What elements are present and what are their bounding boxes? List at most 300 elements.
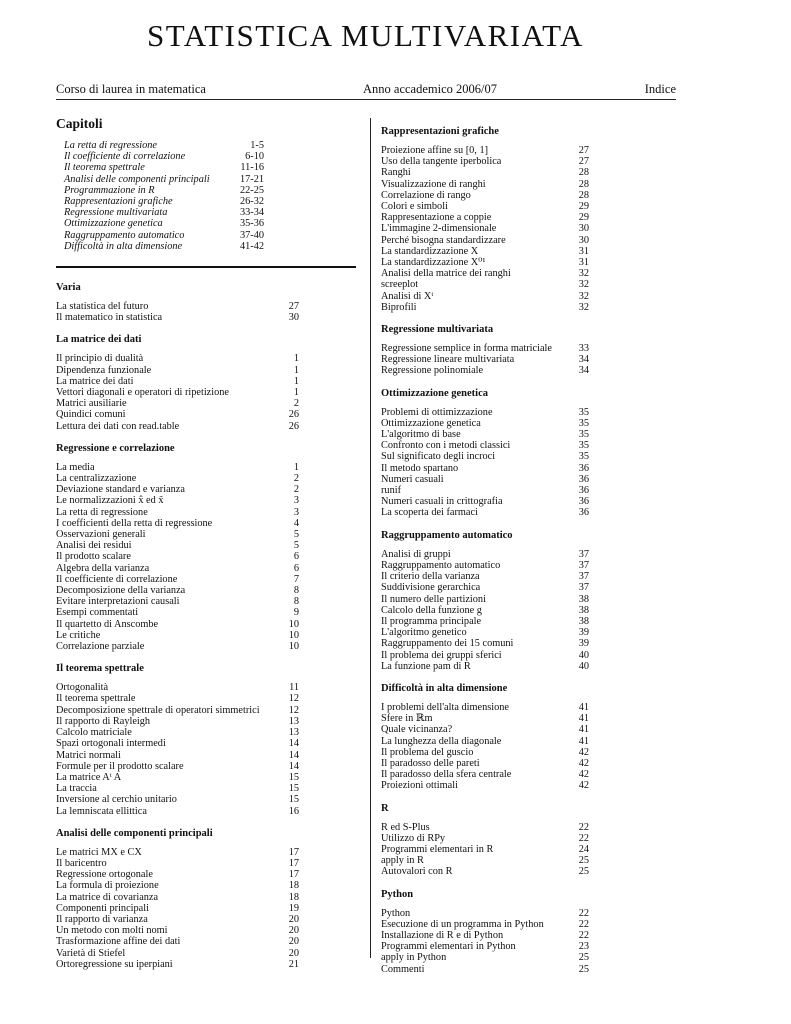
academic-year: Anno accademico 2006/07 [363, 82, 497, 96]
index-entry [381, 941, 589, 952]
index-entry [56, 641, 299, 652]
entry-title: Regressione semplice in forma matriciale [381, 343, 552, 355]
entry-title: Algebra della varianza [56, 562, 150, 574]
index-entry [381, 291, 589, 302]
entry-title: Raggruppamento dei 15 comuni [381, 638, 514, 650]
index-entry [381, 354, 589, 365]
index-entry [381, 758, 589, 769]
entry-page: 22 [578, 832, 589, 844]
entry-page: 30 [288, 312, 299, 324]
entry-page: 40 [578, 649, 589, 661]
entry-page: 26 [288, 409, 299, 421]
entry-page: 3 [293, 506, 299, 518]
chapter-pages: 1-5 [250, 140, 264, 151]
chapter-title: La retta di regressione [64, 140, 157, 151]
entry-title: Perché bisogna standardizzare [381, 234, 506, 246]
index-entry [56, 959, 299, 970]
entry-title: Componenti principali [56, 902, 149, 914]
index-entry [381, 844, 589, 855]
chapter-pages: 35-36 [239, 218, 264, 230]
entry-page: 22 [578, 918, 589, 930]
entry-title: Programmi elementari in Python [381, 941, 516, 953]
entry-title: Il coefficiente di correlazione [56, 573, 178, 585]
index-entry [381, 279, 589, 290]
index-entry [56, 563, 299, 574]
entry-title: Il baricentro [56, 857, 107, 869]
entry-title: Il prodotto scalare [56, 551, 131, 563]
entry-page: 35 [578, 429, 589, 441]
entry-page: 34 [578, 354, 589, 366]
document-title: STATISTICA MULTIVARIATA [147, 18, 584, 53]
index-entry [381, 440, 589, 451]
entry-title: Vettori diagonali e operatori di ripetizione [56, 387, 229, 399]
entry-page: 10 [288, 618, 299, 630]
entry-page: 22 [578, 821, 589, 833]
entry-page: 20 [288, 947, 299, 959]
chapter-pages: 17-21 [239, 173, 264, 185]
entry-page: 37 [578, 548, 589, 560]
index-entry [381, 407, 589, 418]
index-entry [56, 750, 299, 761]
chapter-pages: 22-25 [239, 184, 264, 196]
index-entry [381, 156, 589, 167]
entry-page: 12 [288, 693, 299, 705]
index-entry [56, 705, 299, 716]
index-entry [56, 936, 299, 947]
index-entry [381, 145, 589, 156]
section-title: Difficoltà in alta dimensione [381, 682, 508, 694]
index-entry [56, 761, 299, 772]
entry-title: Numeri casuali in crittografia [381, 496, 503, 508]
entry-page: 36 [578, 485, 589, 497]
capitoli-title: Capitoli [56, 116, 103, 131]
entry-title: Python [381, 907, 411, 919]
entry-page: 15 [288, 771, 299, 783]
entry-title: Osservazioni generali [56, 529, 146, 541]
entry-page: 11 [289, 682, 299, 694]
index-entry [56, 914, 299, 925]
entry-page: 28 [578, 189, 589, 201]
entry-page: 42 [578, 746, 589, 758]
index-entry [56, 772, 299, 783]
entry-page: 17 [288, 846, 299, 858]
entry-page: 13 [288, 715, 299, 727]
index-entry [381, 302, 589, 313]
entry-title: Il metodo spartano [381, 462, 459, 474]
entry-title: Ranghi [381, 167, 411, 179]
entry-title: Rappresentazione a coppie [381, 212, 492, 224]
index-entry [56, 353, 299, 364]
index-entry [56, 847, 299, 858]
entry-title: Un metodo con molti nomi [56, 925, 168, 937]
entry-title: Le critiche [56, 629, 101, 641]
chapter-entry [64, 174, 264, 185]
chapter-entry [64, 207, 264, 218]
index-entry [381, 571, 589, 582]
entry-title: I problemi dell'alta dimensione [381, 701, 509, 713]
index-section [56, 443, 301, 652]
entry-title: runif [381, 485, 402, 497]
entry-title: Autovalori con R [381, 866, 453, 878]
entry-page: 35 [578, 451, 589, 463]
index-entry [381, 855, 589, 866]
index-entry [56, 484, 299, 495]
chapter-pages: 26-32 [239, 196, 264, 208]
index-entry [56, 529, 299, 540]
entry-page: 30 [578, 234, 589, 246]
index-entry [381, 780, 589, 791]
index-entry [56, 365, 299, 376]
entry-page: 9 [293, 607, 299, 619]
entry-page: 14 [288, 749, 299, 761]
index-entry [381, 919, 589, 930]
section-title: Ottimizzazione genetica [381, 387, 488, 399]
entry-title: Calcolo matriciale [56, 727, 132, 739]
entry-title: Esempi commentati [56, 607, 139, 619]
entry-page: 37 [578, 571, 589, 583]
entry-page: 36 [578, 462, 589, 474]
entry-title: La lunghezza della diagonale [381, 735, 502, 747]
index-section [56, 828, 301, 970]
index-entry [381, 418, 589, 429]
index-entry [381, 343, 589, 354]
entry-title: La centralizzazione [56, 473, 137, 485]
entry-page: 18 [288, 891, 299, 903]
index-entry [56, 903, 299, 914]
entry-page: 36 [578, 496, 589, 508]
chapter-title: Regressione multivariata [64, 207, 168, 219]
chapter-entry [64, 230, 264, 241]
entry-page: 25 [578, 952, 589, 964]
entry-title: Proiezioni ottimali [381, 780, 458, 792]
index-entry [381, 463, 589, 474]
entry-title: Il teorema spettrale [56, 693, 136, 705]
entry-title: Le matrici MX e CX [56, 846, 142, 858]
index-entry [381, 246, 589, 257]
index-label: Indice [644, 82, 676, 96]
entry-page: 1 [293, 353, 299, 365]
entry-page: 26 [288, 420, 299, 432]
section-divider [56, 266, 356, 268]
entry-page: 38 [578, 604, 589, 616]
entry-title: Il rapporto di Rayleigh [56, 715, 151, 727]
entry-title: Matrici normali [56, 749, 121, 761]
entry-page: 10 [288, 629, 299, 641]
entry-page: 19 [288, 902, 299, 914]
index-entry [56, 693, 299, 704]
entry-title: Colori e simboli [381, 201, 448, 213]
entry-page: 42 [578, 769, 589, 781]
entry-page: 5 [293, 540, 299, 552]
entry-page: 32 [578, 268, 589, 280]
index-entry [381, 964, 589, 975]
entry-page: 20 [288, 936, 299, 948]
index-section [381, 530, 591, 672]
entry-page: 18 [288, 880, 299, 892]
section-title: Varia [56, 282, 81, 293]
entry-title: La matrice Aᵗ A [56, 771, 122, 783]
chapter-entry [64, 162, 264, 173]
entry-page: 8 [293, 596, 299, 608]
chapter-pages: 37-40 [239, 229, 264, 241]
entry-title: Trasformazione affine dei dati [56, 936, 181, 948]
index-entry [381, 429, 589, 440]
index-entry [381, 866, 589, 877]
index-entry [56, 409, 299, 420]
index-entry [56, 398, 299, 409]
entry-title: Esecuzione di un programma in Python [381, 918, 544, 930]
entry-page: 15 [288, 794, 299, 806]
entry-title: Installazione di R e di Python [381, 929, 504, 941]
entry-page: 22 [578, 907, 589, 919]
entry-title: Il paradosso delle pareti [381, 757, 480, 769]
entry-title: Regressione lineare multivariata [381, 354, 515, 366]
entry-title: Ortogonalità [56, 682, 109, 694]
index-section [381, 388, 591, 519]
entry-title: Il programma principale [381, 615, 482, 627]
index-entry [381, 365, 589, 376]
index-entry [381, 190, 589, 201]
entry-title: L'algoritmo di base [381, 429, 461, 441]
entry-title: Visualizzazione di ranghi [381, 178, 486, 190]
entry-page: 10 [288, 641, 299, 653]
index-entry [56, 607, 299, 618]
chapter-title: Programmazione in R [64, 184, 155, 196]
index-entry [381, 769, 589, 780]
index-entry [56, 376, 299, 387]
entry-title: Analisi dei residui [56, 540, 132, 552]
entry-page: 1 [293, 364, 299, 376]
page-header [56, 82, 676, 100]
entry-page: 41 [578, 724, 589, 736]
entry-title: La formula di proiezione [56, 880, 159, 892]
entry-page: 37 [578, 582, 589, 594]
section-title: Il teorema spettrale [56, 663, 144, 675]
index-entry [56, 473, 299, 484]
section-title: Raggruppamento automatico [381, 529, 513, 541]
index-entry [56, 387, 299, 398]
entry-page: 32 [578, 279, 589, 291]
index-entry [56, 518, 299, 529]
entry-title: Sul significato degli incroci [381, 451, 496, 463]
entry-title: La media [56, 461, 95, 473]
entry-title: La lemniscata ellittica [56, 805, 147, 817]
index-entry [56, 925, 299, 936]
capitoli-block [56, 116, 301, 252]
section-title: Regressione e correlazione [56, 442, 175, 454]
chapter-pages: 33-34 [239, 207, 264, 219]
entry-page: 23 [578, 941, 589, 953]
entry-title: La standardizzazione X̂ [381, 245, 479, 257]
chapter-entry [64, 241, 264, 252]
entry-page: 2 [293, 398, 299, 410]
index-entry [56, 880, 299, 891]
index-entry [56, 869, 299, 880]
index-section [56, 334, 301, 431]
left-column [56, 282, 301, 981]
entry-title: La statistica del futuro [56, 301, 149, 312]
index-entry [381, 650, 589, 661]
entry-page: 39 [578, 627, 589, 639]
entry-page: 35 [578, 417, 589, 429]
index-entry [381, 549, 589, 560]
index-entry [381, 496, 589, 507]
index-entry [381, 507, 589, 518]
chapter-pages: 11-16 [240, 162, 264, 174]
entry-page: 7 [293, 573, 299, 585]
entry-page: 5 [293, 529, 299, 541]
entry-title: Il principio di dualità [56, 353, 144, 365]
entry-title: Quale vicinanza? [381, 724, 453, 736]
index-entry [56, 619, 299, 630]
entry-title: Inversione al cerchio unitario [56, 794, 177, 806]
index-entry [381, 713, 589, 724]
chapter-entry [64, 218, 264, 229]
index-entry [56, 948, 299, 959]
index-section [56, 663, 301, 816]
index-section [56, 282, 301, 323]
index-entry [56, 716, 299, 727]
entry-title: Biprofili [381, 301, 417, 313]
index-entry [56, 738, 299, 749]
index-entry [381, 167, 589, 178]
entry-page: 38 [578, 615, 589, 627]
entry-title: Regressione polinomiale [381, 365, 484, 377]
index-entry [56, 783, 299, 794]
entry-page: 36 [578, 473, 589, 485]
entry-page: 37 [578, 559, 589, 571]
entry-title: L'immagine 2-dimensionale [381, 223, 497, 235]
entry-title: Uso della tangente iperbolica [381, 156, 502, 168]
entry-page: 35 [578, 440, 589, 452]
index-entry [381, 822, 589, 833]
entry-title: La traccia [56, 783, 97, 795]
entry-page: 3 [293, 495, 299, 507]
index-entry [381, 474, 589, 485]
entry-title: La standardizzazione X⁰¹ [381, 257, 486, 269]
index-entry [56, 727, 299, 738]
chapter-title: Raggruppamento automatico [64, 229, 185, 241]
capitoli-list [64, 140, 264, 252]
entry-page: 27 [578, 145, 589, 156]
entry-title: Il rapporto di varianza [56, 913, 148, 925]
index-entry [381, 235, 589, 246]
index-entry [381, 627, 589, 638]
entry-title: Il problema del guscio [381, 746, 474, 758]
entry-title: Spazi ortogonali intermedi [56, 738, 166, 750]
entry-page: 25 [578, 866, 589, 878]
entry-page: 6 [293, 551, 299, 563]
entry-page: 4 [293, 517, 299, 529]
entry-title: Il paradosso della sfera centrale [381, 769, 512, 781]
entry-page: 12 [288, 704, 299, 716]
section-title: Python [381, 888, 414, 900]
index-entry [56, 682, 299, 693]
entry-page: 25 [578, 855, 589, 867]
entry-page: 1 [293, 387, 299, 399]
index-entry [56, 507, 299, 518]
entry-page: 27 [578, 156, 589, 168]
index-entry [56, 312, 299, 323]
entry-title: Deviazione standard e varianza [56, 484, 185, 496]
entry-title: I coefficienti della retta di regressione [56, 517, 213, 529]
entry-page: 13 [288, 727, 299, 739]
index-entry [381, 451, 589, 462]
index-entry [381, 661, 589, 672]
chapter-pages: 41-42 [239, 240, 264, 252]
entry-title: Problemi di ottimizzazione [381, 406, 493, 418]
entry-page: 20 [288, 925, 299, 937]
entry-page: 32 [578, 290, 589, 302]
entry-title: Programmi elementari in R [381, 843, 494, 855]
entry-page: 38 [578, 593, 589, 605]
chapter-entry [64, 185, 264, 196]
entry-page: 33 [578, 343, 589, 355]
entry-page: 41 [578, 701, 589, 713]
index-entry [56, 574, 299, 585]
entry-page: 6 [293, 562, 299, 574]
entry-page: 1 [293, 461, 299, 473]
entry-title: Correlazione parziale [56, 641, 145, 653]
entry-title: Decomposizione spettrale di operatori simmetrici [56, 704, 260, 716]
entry-title: Ortoregressione su iperpiani [56, 958, 173, 970]
entry-title: Suddivisione gerarchica [381, 582, 481, 594]
index-entry [381, 223, 589, 234]
index-entry [381, 736, 589, 747]
entry-page: 22 [578, 929, 589, 941]
entry-title: Raggruppamento automatico [381, 559, 501, 571]
entry-title: Confronto con i metodi classici [381, 440, 511, 452]
index-entry [381, 747, 589, 758]
entry-title: La matrice dei dati [56, 375, 134, 387]
entry-title: L'algoritmo genetico [381, 627, 467, 639]
entry-page: 14 [288, 760, 299, 772]
entry-title: Il problema dei gruppi sferici [381, 649, 502, 661]
entry-page: 16 [288, 805, 299, 817]
section-title: La matrice dei dati [56, 334, 142, 346]
entry-title: Analisi della matrice dei ranghi [381, 268, 511, 280]
entry-title: Varietà di Stiefel [56, 947, 126, 959]
entry-title: Il criterio della varianza [381, 571, 480, 583]
entry-title: screeplot [381, 279, 419, 291]
entry-page: 2 [293, 473, 299, 485]
index-entry [381, 702, 589, 713]
course-name: Corso di laurea in matematica [56, 82, 206, 96]
chapter-title: Analisi delle componenti principali [64, 173, 210, 185]
entry-title: Proiezione affine su [0, 1] [381, 145, 489, 156]
index-entry [381, 605, 589, 616]
index-section [381, 889, 591, 975]
index-entry [56, 794, 299, 805]
index-section [381, 324, 591, 377]
entry-title: Analisi di gruppi [381, 548, 451, 560]
section-title: Regressione multivariata [381, 324, 494, 336]
entry-page: 39 [578, 638, 589, 650]
index-entry [56, 892, 299, 903]
entry-page: 32 [578, 301, 589, 313]
entry-title: Correlazione di rango [381, 189, 471, 201]
entry-page: 8 [293, 585, 299, 597]
entry-title: La funzione pam di R [381, 660, 471, 672]
section-title: R [381, 802, 389, 814]
index-entry [56, 301, 299, 312]
entry-page: 17 [288, 857, 299, 869]
chapter-title: Ottimizzazione genetica [64, 218, 163, 230]
index-entry [381, 257, 589, 268]
column-divider [370, 118, 371, 958]
index-entry [381, 930, 589, 941]
section-title: Rappresentazioni grafiche [381, 126, 499, 137]
